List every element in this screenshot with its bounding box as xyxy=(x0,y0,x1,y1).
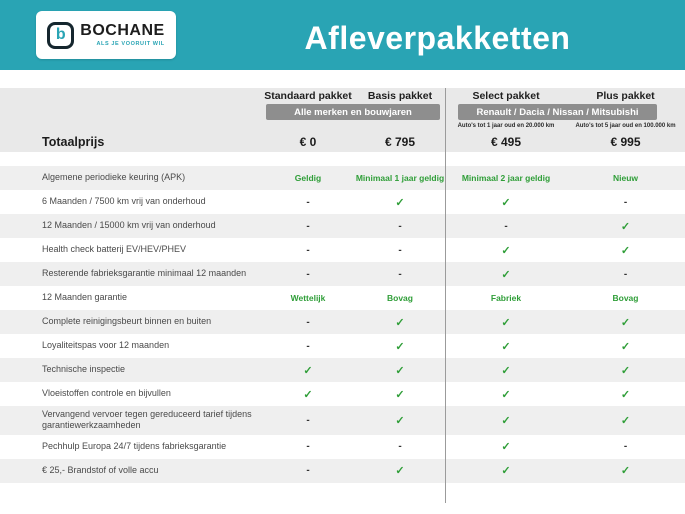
row-label: Technische inspectie xyxy=(42,364,126,375)
check-icon: ✓ xyxy=(501,388,511,401)
dash-mark: - xyxy=(398,268,402,280)
check-icon: ✓ xyxy=(620,465,631,477)
check-icon: ✓ xyxy=(303,364,313,377)
badge-group-1 xyxy=(262,104,446,120)
table-row xyxy=(0,406,685,435)
check-icon: ✓ xyxy=(395,340,405,353)
value-text: Geldig xyxy=(294,173,322,183)
value-text: Bovag xyxy=(612,293,639,303)
table-row xyxy=(0,435,685,459)
check-icon: ✓ xyxy=(501,244,511,257)
column-header-select: Select pakket xyxy=(472,90,540,102)
value-text: Bovag xyxy=(387,293,413,303)
row-label: Algemene periodieke keuring (APK) xyxy=(42,172,186,183)
badge-group-2 xyxy=(446,104,685,120)
subtitle-plus: Auto's tot 5 jaar oud en 100.000 km xyxy=(575,122,676,129)
dash-mark: - xyxy=(306,220,310,232)
value-text: Fabriek xyxy=(490,293,522,303)
dash-mark: - xyxy=(398,220,402,232)
table-row xyxy=(0,382,685,406)
bochane-logo-icon xyxy=(47,22,74,49)
check-icon: ✓ xyxy=(303,388,313,401)
table-row xyxy=(0,358,685,382)
dash-mark: - xyxy=(623,268,628,280)
row-label: € 25,- Brandstof of volle accu xyxy=(42,464,159,475)
logo-b-glyph: b xyxy=(55,26,66,43)
check-icon: ✓ xyxy=(501,414,511,427)
check-icon: ✓ xyxy=(620,220,631,233)
value-text: Wettelijk xyxy=(290,293,326,303)
price-plus: € 995 xyxy=(610,134,641,149)
dash-mark: - xyxy=(306,441,310,452)
dash-mark: - xyxy=(623,441,628,452)
dash-mark: - xyxy=(306,414,310,426)
table-head xyxy=(0,88,685,152)
feature-rows xyxy=(0,166,685,483)
row-label: Loyaliteitspas voor 12 maanden xyxy=(42,340,170,351)
row-label: 6 Maanden / 7500 km vrij van onderhoud xyxy=(42,196,206,207)
check-icon: ✓ xyxy=(501,364,511,377)
column-header-basis: Basis pakket xyxy=(367,90,433,102)
dash-mark: - xyxy=(306,465,310,476)
check-icon: ✓ xyxy=(501,465,511,477)
check-icon: ✓ xyxy=(501,316,511,329)
check-icon: ✓ xyxy=(501,196,511,209)
check-icon: ✓ xyxy=(501,340,511,353)
badge-brands: Renault / Dacia / Nissan / Mitsubishi xyxy=(458,104,657,120)
total-price-row xyxy=(0,131,685,152)
table-row xyxy=(0,459,685,483)
page-title: Afleverpakketten xyxy=(304,19,571,56)
check-icon: ✓ xyxy=(620,364,631,377)
group-divider-line xyxy=(445,88,446,503)
dash-mark: - xyxy=(504,220,508,232)
total-price-label: Totaalprijs xyxy=(42,134,105,149)
row-label: Health check batterij EV/HEV/PHEV xyxy=(42,244,187,255)
brand-logo xyxy=(36,11,176,59)
price-standaard: € 0 xyxy=(299,134,317,149)
column-headers-row xyxy=(0,88,685,104)
header-bar xyxy=(0,0,685,70)
value-text: Minimaal 1 jaar geldig xyxy=(355,173,445,183)
check-icon: ✓ xyxy=(620,414,631,427)
table-row xyxy=(0,166,685,190)
table-row xyxy=(0,334,685,358)
row-label: 12 Maanden garantie xyxy=(42,292,128,303)
subtitles-row xyxy=(0,120,685,131)
brand-name: BOCHANE xyxy=(80,22,165,39)
subtitle-select: Auto's tot 1 jaar oud en 20.000 km xyxy=(457,122,555,129)
row-label: Complete reinigingsbeurt binnen en buiten xyxy=(42,316,212,327)
dash-mark: - xyxy=(306,196,310,208)
row-label: 12 Maanden / 15000 km vrij van onderhoud xyxy=(42,220,216,231)
row-label: Vloeistoffen controle en bijvullen xyxy=(42,388,171,399)
dash-mark: - xyxy=(306,268,310,280)
table-row xyxy=(0,190,685,214)
table-row xyxy=(0,310,685,334)
brand-text xyxy=(80,23,164,47)
table-row xyxy=(0,262,685,286)
check-icon: ✓ xyxy=(501,268,511,281)
check-icon: ✓ xyxy=(395,414,405,427)
dash-mark: - xyxy=(306,244,310,256)
column-header-standaard: Standaard pakket xyxy=(264,90,352,102)
dash-mark: - xyxy=(623,196,628,208)
dash-mark: - xyxy=(306,340,310,352)
check-icon: ✓ xyxy=(501,441,511,453)
check-icon: ✓ xyxy=(620,244,631,257)
check-icon: ✓ xyxy=(395,316,405,329)
price-select: € 495 xyxy=(490,134,522,149)
spacer xyxy=(0,70,685,88)
check-icon: ✓ xyxy=(620,340,631,353)
column-header-plus: Plus pakket xyxy=(596,90,655,102)
dash-mark: - xyxy=(398,244,402,256)
row-label: Vervangend vervoer tegen gereduceerd tarief tijdens garantiewerkzaamheden xyxy=(42,409,252,431)
value-text: Nieuw xyxy=(612,173,639,183)
row-label: Pechhulp Europa 24/7 tijdens fabrieksgarantie xyxy=(42,440,227,451)
dash-mark: - xyxy=(306,316,310,328)
check-icon: ✓ xyxy=(620,316,631,329)
table-row xyxy=(0,214,685,238)
badge-alle-merken: Alle merken en bouwjaren xyxy=(266,104,440,120)
price-basis: € 795 xyxy=(384,134,416,149)
check-icon: ✓ xyxy=(620,388,631,401)
value-text: Minimaal 2 jaar geldig xyxy=(461,173,551,183)
spacer xyxy=(0,152,685,166)
badges-row xyxy=(0,104,685,120)
brand-tagline: ALS JE VOORUIT WIL xyxy=(96,41,165,47)
dash-mark: - xyxy=(398,441,402,452)
check-icon: ✓ xyxy=(395,196,405,209)
check-icon: ✓ xyxy=(395,364,405,377)
check-icon: ✓ xyxy=(395,388,405,401)
row-label: Resterende fabrieksgarantie minimaal 12 maanden xyxy=(42,268,247,279)
check-icon: ✓ xyxy=(395,465,405,477)
table-row xyxy=(0,238,685,262)
table-row xyxy=(0,286,685,310)
